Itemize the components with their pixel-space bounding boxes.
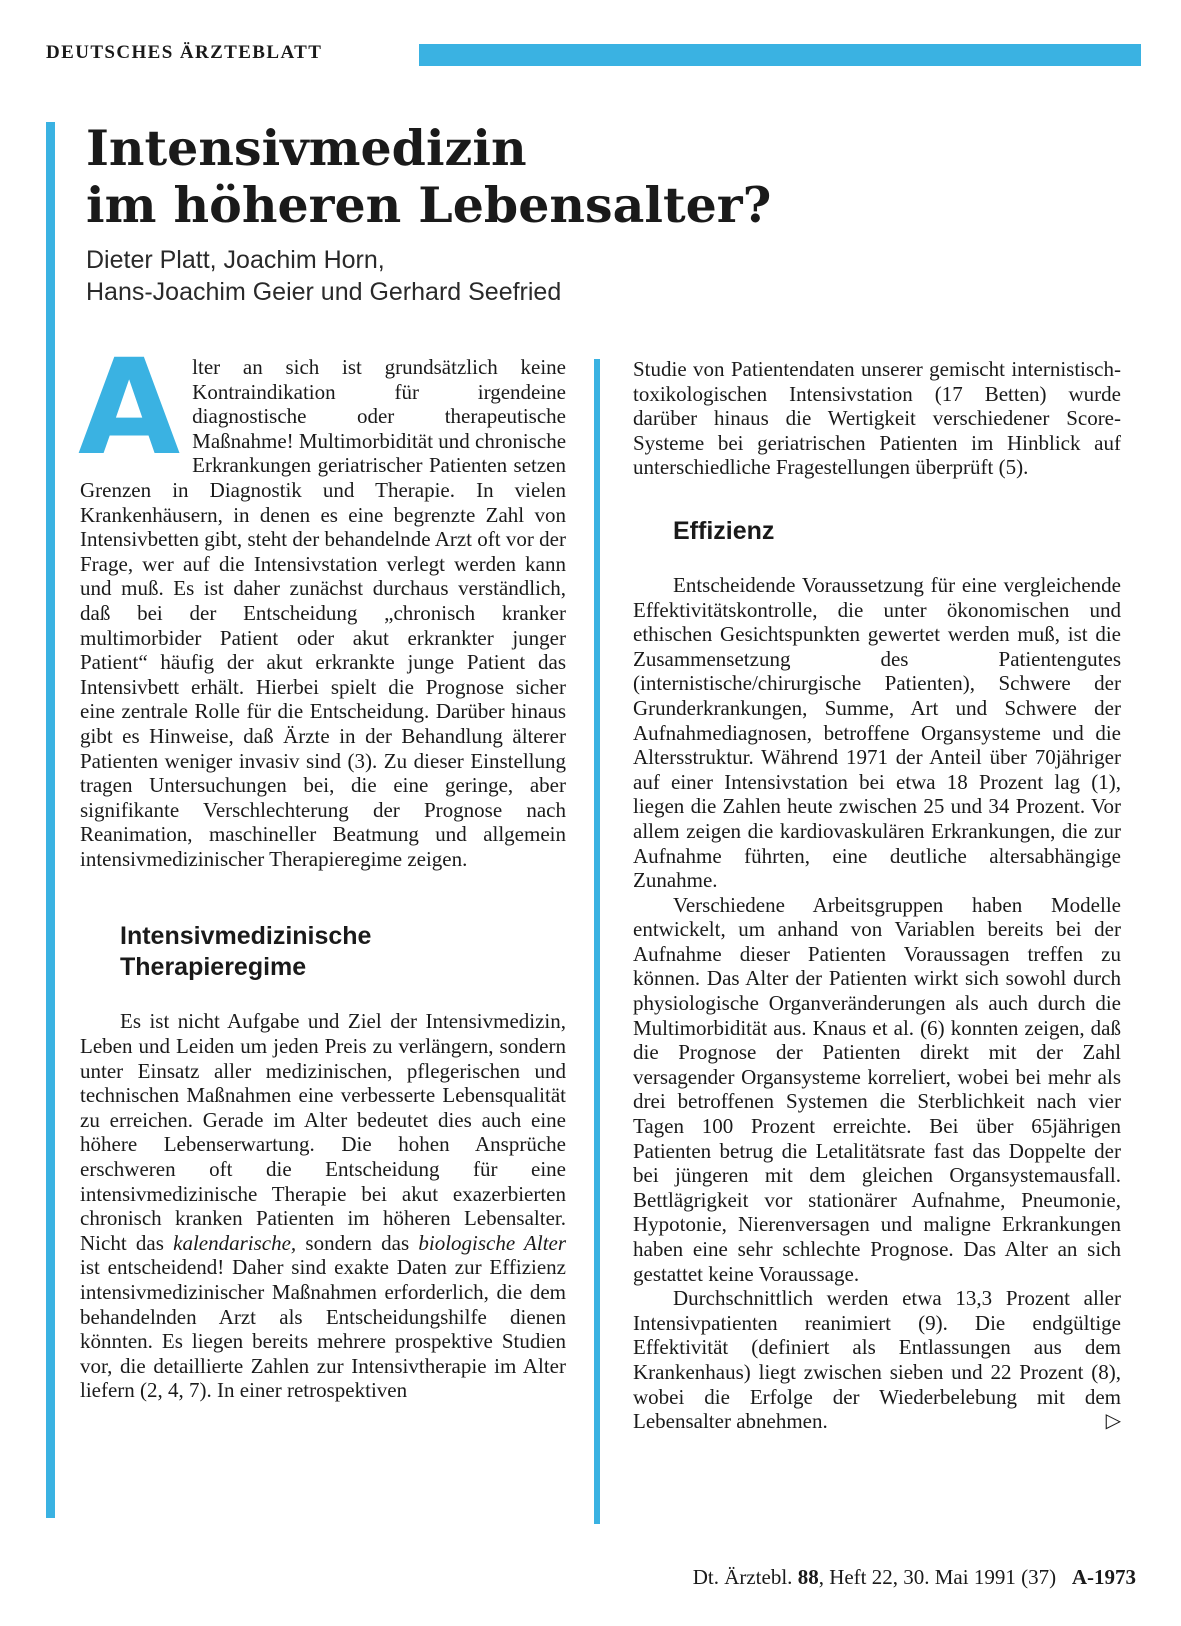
body-text: Es ist nicht Aufgabe und Ziel der Intensivmedizin, Leben und Leiden um jeden Preis zu verlängern, sondern unter Einsatz aller medizinischen, pflegerischen und technischen Maßnahmen eine verbesserte Lebensqualität zu erreichen. Gerade im Alter bedeutet dies auch eine höhere Lebenserwartung. Die hohen Ansprüche erschweren oft die Entscheidung für eine intensivmedizinische Therapie bei akut exazerbierten chronisch kranken Patienten im höheren Lebensalter. Nicht das [80, 1009, 566, 1255]
authors-line1: Dieter Platt, Joachim Horn, [86, 246, 385, 274]
footer-page-number: A-1973 [1071, 1565, 1136, 1589]
authors-line2: Hans-Joachim Geier und Gerhard Seefried [86, 278, 562, 306]
effizienz-paragraph-2: Verschiedene Arbeitsgruppen haben Modelle entwickelt, um anhand von Variablen bereits bei der Aufnahme dieser Patienten Voraussagen treffen zu können. Das Alter der Patienten wirkt sich sowohl durch physiologische Organveränderungen als auch durch die Multimorbidität aus. Knaus et al. (6) konnten zeigen, daß die Prognose der Patienten direkt mit der Zahl versagender Organsysteme korreliert, wobei bei mehr als drei betroffenen Systemen die Sterblichkeit nach vier Tagen 100 Prozent erreichte. Bei über 65jährigen Patienten betrug die Letalitätsrate fast das Doppelte der bei jüngeren mit dem gleichen Organsystemausfall. Bettlägrigkeit vor stationärer Aufnahme, Pneumonie, Hypotonie, Nierenversagen und maligne Erkrankungen haben eine sehr schlechte Prognose. Das Alter an sich gestattet keine Voraussage. [633, 892, 1121, 1286]
body-text: sondern das [305, 1230, 410, 1255]
journal-name: DEUTSCHES ÄRZTEBLATT [46, 42, 323, 63]
column-divider-rule [594, 359, 600, 1524]
intro-paragraph [78, 331, 567, 871]
footer-journal-abbr: Dt. Ärztebl. [692, 1565, 793, 1589]
footer-issue: , Heft 22, 30. Mai 1991 (37) [818, 1565, 1057, 1589]
article-title [86, 120, 771, 234]
article-title-line2: im höheren Lebensalter? [86, 176, 772, 234]
drop-cap: A [78, 331, 181, 485]
article-title-line1: Intensivmedizin [86, 119, 527, 177]
section-heading-effizienz: Effizienz [673, 516, 775, 545]
article-authors [86, 244, 561, 308]
effizienz-paragraph-1: Entscheidende Voraussetzung für eine vergleichende Effektivitätskontrolle, die unter ökonomischen und ethischen Gesichtspunkten gewertet werden muß, ist die Zusammensetzung des Patientengutes (internistische/chirurgische Patienten), Schwere der Grunderkrankungen, Summe, Art und Schwere der Aufnahmediagnosen, betroffene Organsysteme und die Altersstruktur. Während 1971 der Anteil über 70jähriger auf einer Intensivstation bei etwa 18 Prozent lag (1), liegen die Zahlen heute zwischen 25 und 34 Prozent. Vor allem zeigen die kardiovaskulären Erkrankungen, die zur Aufnahme führten, eine deutliche altersabhängige Zunahme. [633, 572, 1121, 893]
subhead-line1: Intensivmedizinische [120, 922, 372, 951]
emphasis-text: biologische Alter [418, 1230, 567, 1255]
effizienz-paragraph-3 [633, 1286, 1121, 1434]
emphasis-text: kalendarische, [173, 1230, 297, 1255]
therapieregime-paragraph [80, 1009, 566, 1403]
right-column [633, 357, 1121, 1434]
left-column [78, 331, 567, 1403]
section-heading-therapieregime [120, 921, 566, 983]
header-accent-bar [419, 44, 1141, 66]
continue-arrow-icon: ▷ [1105, 1410, 1121, 1433]
body-text: Durchschnittlich werden etwa 13,3 Prozent aller Intensivpatienten reanimiert (9). Die endgültige Effektivität (definiert als Entlassungen aus dem Krankenhaus) liegt zwischen sieben und 22 Prozent (8), wobei die Erfolge der Wiederbelebung mit dem Lebensalter abnehmen. [633, 1286, 1121, 1434]
intro-text: lter an sich ist grundsätzlich keine Kontraindikation für irgendeine diagnostische oder therapeutische Maßnahme! Multimorbidität und chronische Erkrankungen geriatrischer Patienten setzen Grenzen in Diagnostik und Therapie. In vielen Krankenhäusern, in denen es eine begrenzte Zahl von Intensivbetten gibt, steht der behandelnde Arzt oft vor der Frage, wer auf die Intensivstation verlegt werden kann und muß. Es ist daher zunächst durchaus verständlich, daß bei der Entscheidung „chronisch kranker multimorbider Patient oder akut erkrankter junger Patient“ häufig der akut erkrankte junge Patient das Intensivbett erhält. Hierbei spielt die Prognose sicher eine zentrale Rolle für die Entscheidung. Darüber hinaus gibt es Hinweise, daß Ärzte in der Behandlung älterer Patienten weniger invasiv sind (3). Zu dieser Einstellung tragen Untersuchungen bei, die eine geringe, aber signifikante Verschlechterung der Prognose nach Reanimation, maschineller Beatmung und allgemein intensivmedizinischer Therapieregime zeigen. [80, 355, 567, 871]
page-footer [693, 1565, 1136, 1590]
body-text: ist entscheidend! Daher sind exakte Daten zur Effizienz intensivmedizinischer Maßnahmen erforderlich, die dem behandelnden Arzt als Entscheidungshilfe dienen könnten. Es liegen bereits mehrere prospektive Studien vor, die detaillierte Zahlen zur Intensivtherapie im Alter liefern (2, 4, 7). In einer retrospektiven [80, 1255, 566, 1403]
continuation-paragraph: Studie von Patientendaten unserer gemischt internistisch-toxikologischen Intensivstation (17 Betten) wurde darüber hinaus die Wertigkeit verschiedener Score-Systeme bei geriatrischen Patienten im Hinblick auf unterschiedliche Fragestellungen überprüft (5). [633, 357, 1121, 480]
footer-volume: 88 [797, 1565, 819, 1589]
left-accent-rule [46, 122, 55, 1518]
subhead-line2: Therapieregime [120, 953, 307, 982]
